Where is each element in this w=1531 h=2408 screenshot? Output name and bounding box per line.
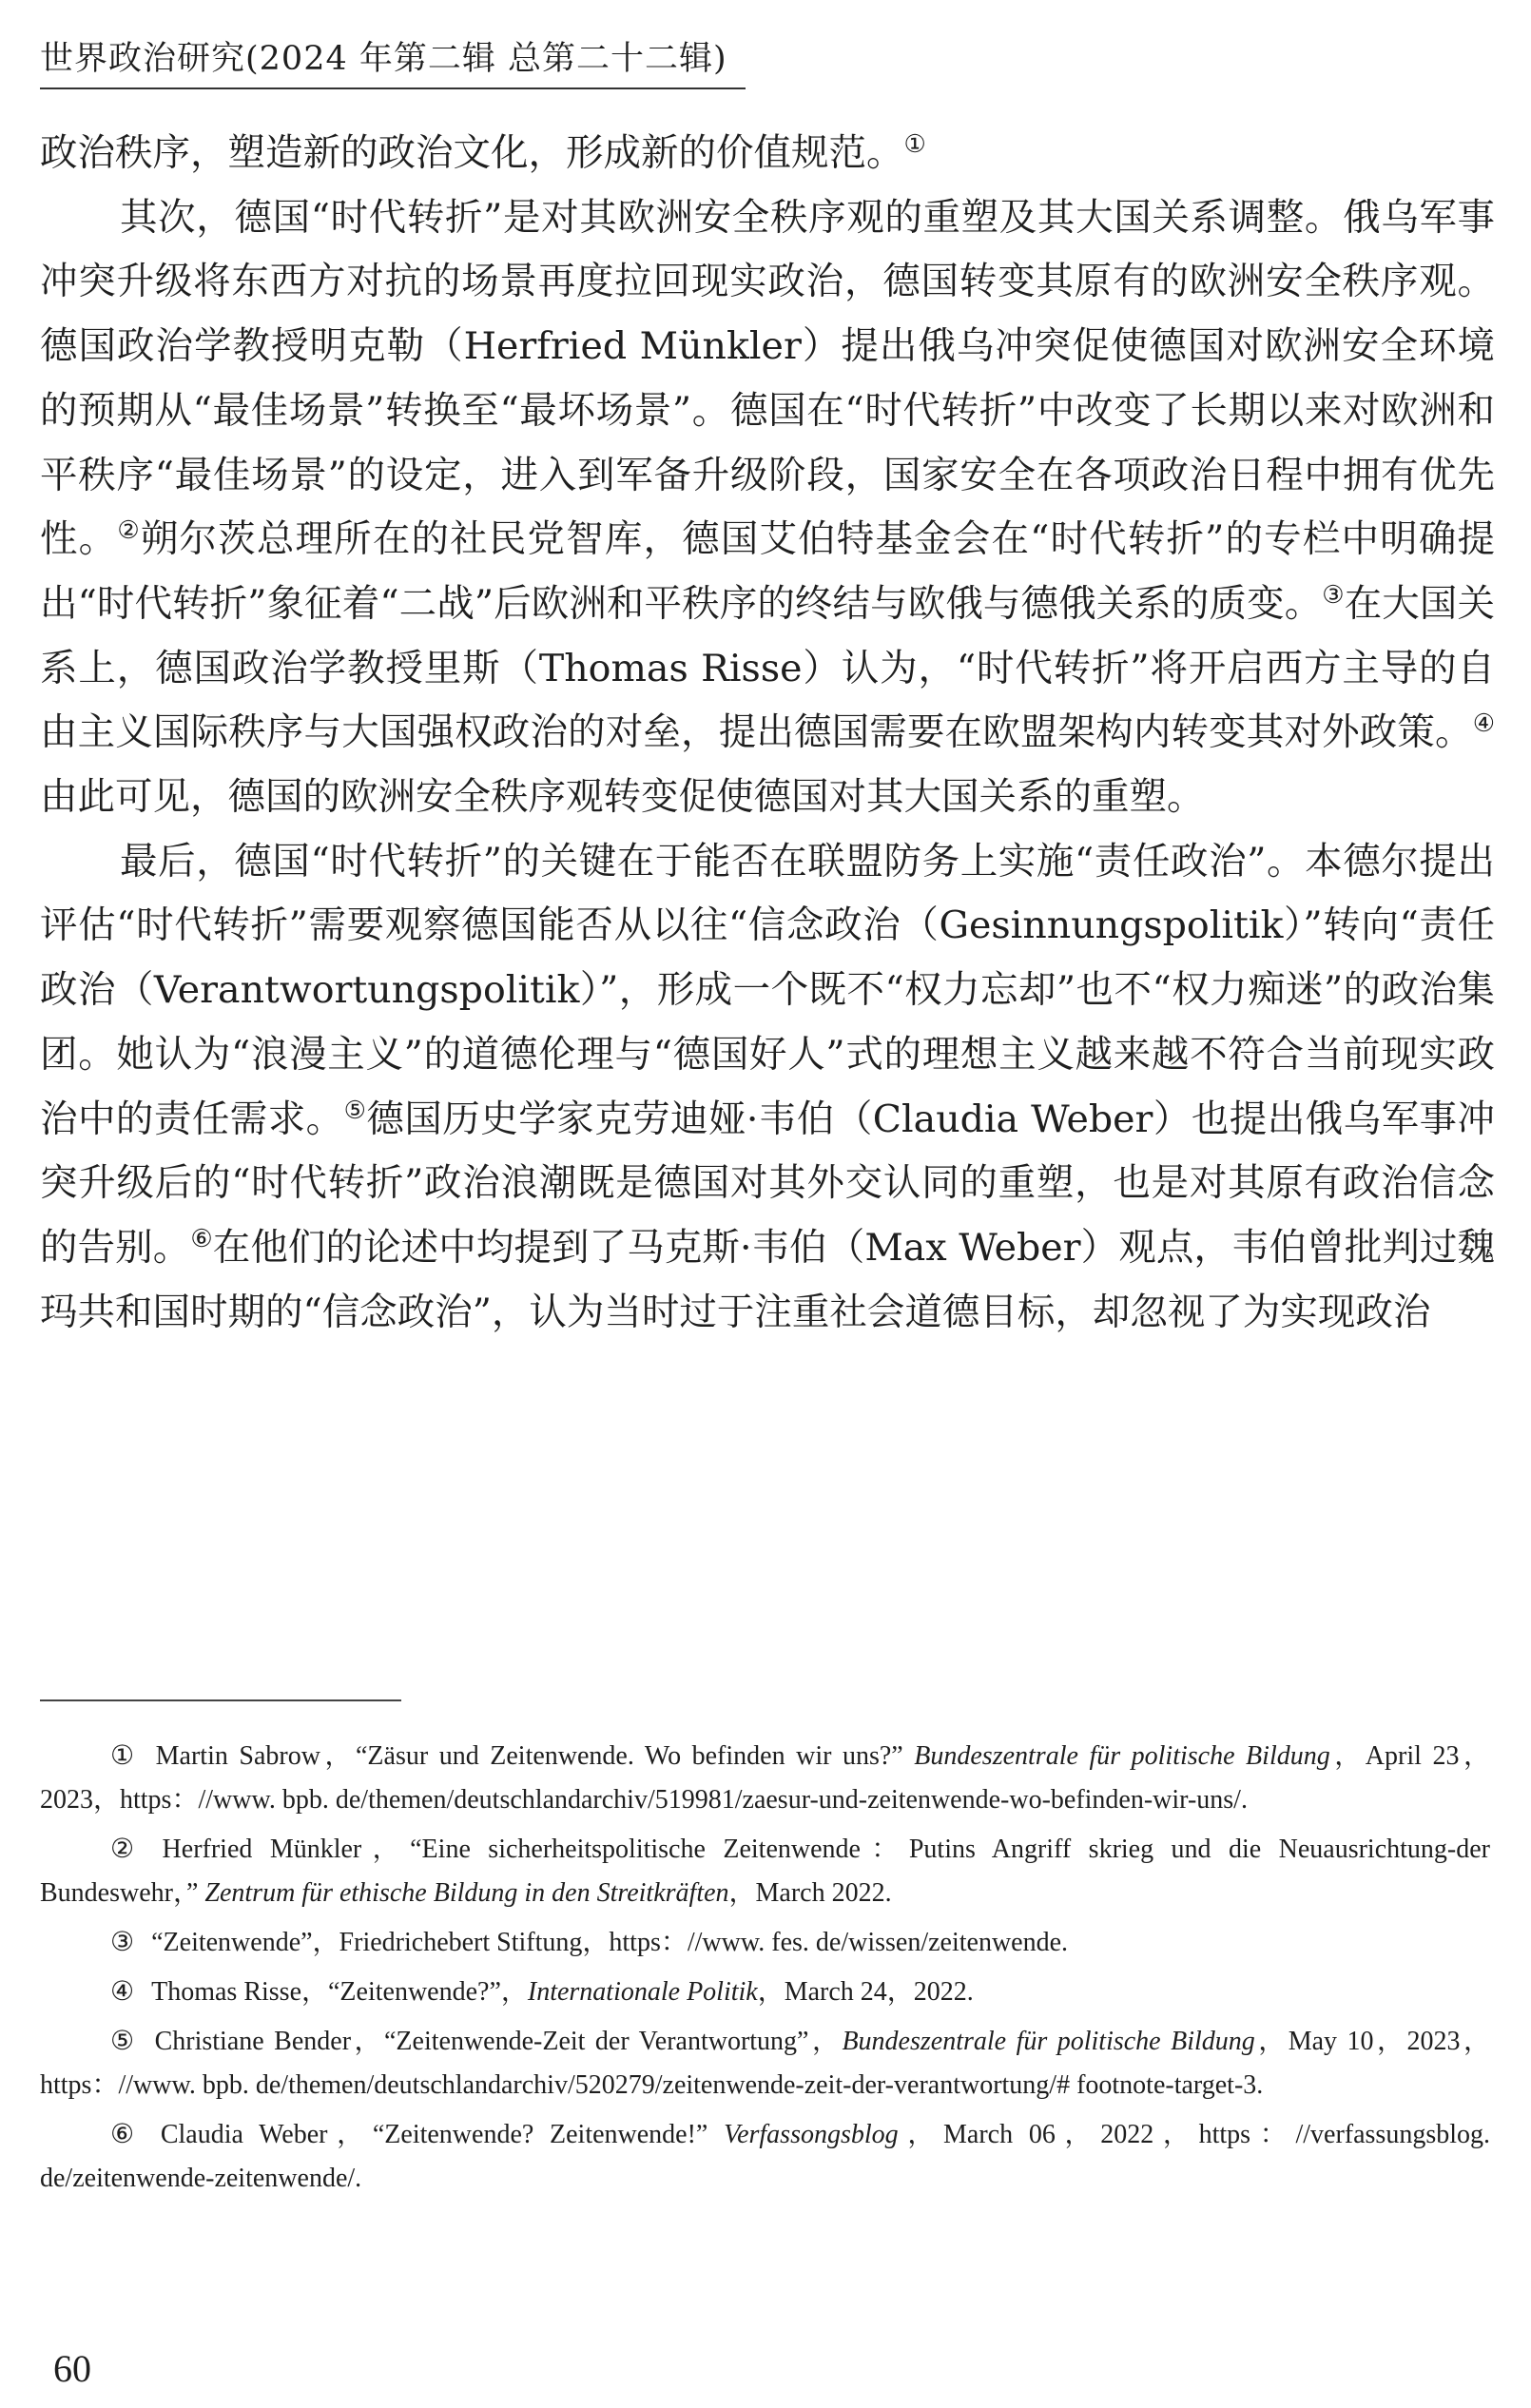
footnote-publication-title: Zentrum für ethische Bildung in den Streitkräften [204,1878,729,1908]
footnote-publication-title: Bundeszentrale für politische Bildung [914,1741,1330,1771]
footnote-reference: ⑥ [190,1224,213,1253]
body-paragraph [40,830,1495,1346]
footnote-number: ⑤ [110,2027,138,2056]
running-header: 世界政治研究(2024 年第二辑 总第二十二辑) [40,40,727,78]
footnote-reference: ① [903,130,926,159]
footnote-text: ，March 24，2022. [757,1977,974,2007]
body-text-run: 最后，德国“时代转折”的关键在于能否在联盟防务上实施“责任政治”。本德尔提出评估“时代转折”需要观察德国能否从以往“信念政治（Gesinnungspolitik）”转向“责任政治（Verantwortungspolitik）”，形成一个既不“权力忘却”也不“权力痴迷”的政治集团。她认为“浪漫主义”的道德伦理与“德国好人”式的理想主义越来越不符合当前现实政治中的责任需求。 [40,839,1495,1141]
footnote [40,1921,1490,1965]
footnote [40,2020,1490,2107]
body-paragraph [40,186,1495,830]
page-number: 60 [53,2347,91,2390]
header-rule [40,87,746,89]
footnote-reference: ② [117,516,141,546]
footnote-number: ⑥ [110,2120,144,2149]
footnote-reference: ③ [1322,580,1345,610]
footnote-number: ④ [110,1977,135,2007]
body-text-run: 由此可见，德国的欧洲安全秩序观转变促使德国对其大国关系的重塑。 [40,775,1205,820]
footnote-separator [40,1699,401,1701]
footnote-text: Christiane Bender，“Zeitenwende-Zeit der Verantwortung”， [154,2027,843,2056]
footnote [40,1735,1490,1822]
body-text-run: 在他们的论述中均提到了马克斯·韦伯（Max Weber）观点，韦伯曾批判过魏玛共和国时期的“信念政治”，认为当时过于注重社会道德目标，却忽视了为实现政治 [40,1225,1496,1334]
footnote-text: ，March 06，2022，https：//verfassungsblog. de/zeitenwende-zeitenwende/. [40,2120,1490,2193]
body-text-run: 政治秩序，塑造新的政治文化，形成新的价值规范。 [40,131,904,175]
footnote-text: Herfried Münkler，“Eine sicherheitspolitische Zeitenwende：Putins Angriff skrieg und die Neuausrichtung-der Bundeswehr，” [40,1835,1490,1908]
body-text-run: 在大国关系上，德国政治学教授里斯（Thomas Risse）认为，“时代转折”将开启西方主导的自由主义国际秩序与大国强权政治的对垒，提出德国需要在欧盟架构内转变其对外政策。 [40,581,1495,755]
footnote-text: ，May 10，2023，https：//www. bpb. de/themen/deutschlandarchiv/520279/zeitenwende-zeit-der-verantwortung/# footnote-target-3. [40,2027,1491,2100]
body-paragraph [40,122,1495,186]
footnote [40,1828,1490,1915]
footnote-number: ② [110,1835,145,1864]
footnote-publication-title: Bundeszentrale für politische Bildung [842,2027,1255,2056]
footnote-text: ，April 23，2023，https：//www. bpb. de/themen/deutschlandarchiv/519981/zaesur-und-zeitenwende-wo-befinden-wir-uns/. [40,1741,1490,1815]
footnote-publication-title: Internationale Politik [527,1977,758,2007]
footnote [40,2113,1490,2201]
footnotes [40,1735,1490,2206]
footnote-number: ① [110,1741,139,1771]
footnote-text: Thomas Risse，“Zeitenwende?”， [151,1977,528,2007]
footnote-text: Claudia Weber，“Zeitenwende? Zeitenwende!” [160,2120,725,2149]
footnote-number: ③ [110,1928,135,1957]
body-text [40,122,1495,1345]
footnote-text: Martin Sabrow，“Zäsur und Zeitenwende. Wo befinden wir uns?” [155,1741,915,1771]
footnote-text: “Zeitenwende”，Friedrichebert Stiftung，https：//www. fes. de/wissen/zeitenwende. [151,1928,1069,1957]
footnote-reference: ⑤ [343,1096,367,1125]
footnote-reference: ④ [1472,709,1495,739]
footnote [40,1971,1490,2014]
body-text-run: 德国历史学家克劳迪娅·韦伯（Claudia Weber）也提出俄乌军事冲突升级后的“时代转折”政治浪潮既是德国对其外交认同的重塑，也是对其原有政治信念的告别。 [40,1097,1495,1270]
footnote-publication-title: Verfassongsblog [724,2120,899,2149]
footnote-text: ，March 2022. [728,1878,892,1908]
body-text-run: 其次，德国“时代转折”是对其欧洲安全秩序观的重塑及其大国关系调整。俄乌军事冲突升级将东西方对抗的场景再度拉回现实政治，德国转变其原有的欧洲安全秩序观。德国政治学教授明克勒（Herfried Münkler）提出俄乌冲突促使德国对欧洲安全环境的预期从“最佳场景”转换至“最坏场景”。德国在“时代转折”中改变了长期以来对欧洲和平秩序“最佳场景”的设定，进入到军备升级阶段，国家安全在各项政治日程中拥有优先性。 [40,195,1495,562]
body-text-run: 朔尔茨总理所在的社民党智库，德国艾伯特基金会在“时代转折”的专栏中明确提出“时代转折”象征着“二战”后欧洲和平秩序的终结与欧俄与德俄关系的质变。 [40,517,1496,626]
